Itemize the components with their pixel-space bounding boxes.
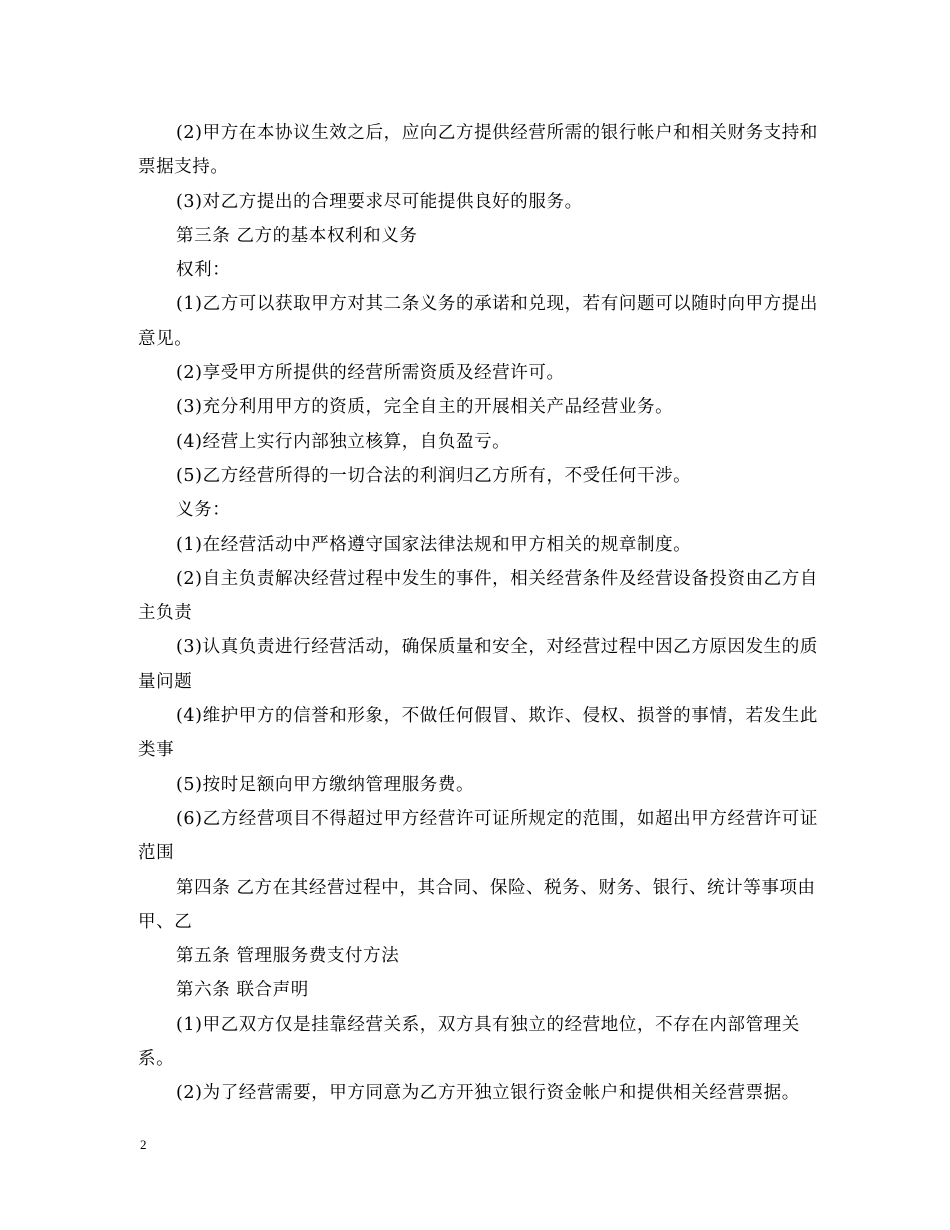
article-heading: 第四条 乙方在其经营过程中，其合同、保险、税务、财务、银行、统计等事项由甲、乙 [138, 877, 816, 932]
paragraph: (1)甲乙双方仅是挂靠经营关系，双方具有独立的经营地位，不存在内部管理关系。 [138, 1014, 800, 1070]
paragraph: (6)乙方经营项目不得超过甲方经营许可证所规定的范围，如超出甲方经营许可证范围 [138, 808, 818, 864]
paragraph: (1)乙方可以获取甲方对其二条义务的承诺和兑现，若有问题可以随时向甲方提出意见。 [138, 294, 818, 349]
article-heading: 第五条 管理服务费支付方法 [176, 946, 400, 967]
paragraph: (2)甲方在本协议生效之后，应向乙方提供经营所需的银行帐户和相关财务支持和票据支持。 [138, 123, 818, 178]
paragraph: (1)在经营活动中严格遵守国家法律法规和甲方相关的规章制度。 [176, 534, 692, 555]
paragraph: (3)认真负责进行经营活动，确保质量和安全，对经营过程中因乙方原因发生的质量问题 [138, 637, 818, 692]
paragraph: (4)维护甲方的信誉和形象，不做任何假冒、欺诈、侵权、损誉的事情，若发生此类事 [138, 706, 818, 761]
article-heading: 第六条 联合声明 [176, 980, 309, 1001]
paragraph: (3)对乙方提出的合理要求尽可能提供良好的服务。 [176, 191, 583, 212]
section-label: 义务： [176, 500, 231, 521]
paragraph: (2)自主负责解决经营过程中发生的事件，相关经营条件及经营设备投资由乙方自主负责 [138, 568, 818, 624]
document-body [138, 116, 818, 1111]
paragraph: (2)享受甲方所提供的经营所需资质及经营许可。 [176, 363, 565, 384]
paragraph: (4)经营上实行内部独立核算，自负盈亏。 [176, 431, 511, 452]
page-number: 2 [140, 1137, 147, 1152]
paragraph: (5)按时足额向甲方缴纳管理服务费。 [176, 774, 475, 795]
article-heading: 第三条 乙方的基本权利和义务 [176, 225, 418, 246]
paragraph: (3)充分利用甲方的资质，完全自主的开展相关产品经营业务。 [176, 397, 674, 418]
section-label: 权利： [176, 260, 231, 281]
paragraph: (2)为了经营需要，甲方同意为乙方开独立银行资金帐户和提供相关经营票据。 [176, 1083, 800, 1104]
paragraph: (5)乙方经营所得的一切合法的利润归乙方所有，不受任何干涉。 [176, 465, 692, 486]
